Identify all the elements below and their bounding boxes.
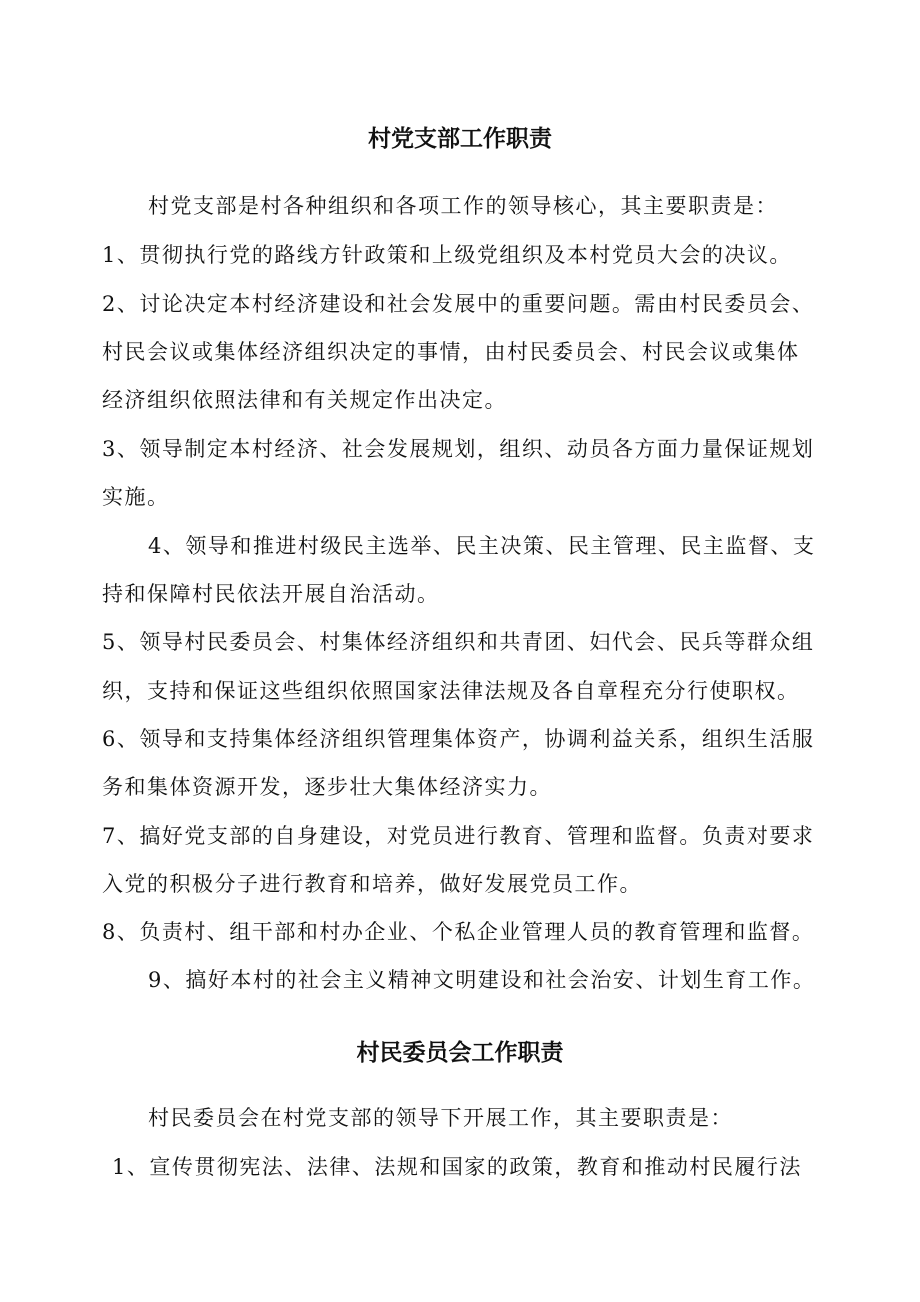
duty-line-4-cont: 持和保障村民依法开展自治活动。 <box>102 582 440 606</box>
duty-line-1: 1、贯彻执行党的路线方针政策和上级党组织及本村党员大会的决议。 <box>102 243 792 267</box>
intro-paragraph: 村党支部是村各种组织和各项工作的领导核心，其主要职责是： <box>148 194 778 218</box>
duty-line-2-cont-2: 经济组织依照法律和有关规定作出决定。 <box>102 388 507 412</box>
duty-line-7-cont: 入党的积极分子进行教育和培养，做好发展党员工作。 <box>102 872 642 896</box>
committee-intro-paragraph: 村民委员会在村党支部的领导下开展工作，其主要职责是： <box>148 1106 733 1130</box>
duty-line-5-cont: 织，支持和保证这些组织依照国家法律法规及各自章程充分行使职权。 <box>102 679 800 703</box>
duty-line-3: 3、领导制定本村经济、社会发展规划，组织、动员各方面力量保证规划 <box>102 437 815 461</box>
duty-line-5: 5、领导村民委员会、村集体经济组织和共青团、妇代会、民兵等群众组 <box>102 630 815 654</box>
duty-line-4: 4、领导和推进村级民主选举、民主决策、民主管理、民主监督、支 <box>148 534 816 558</box>
duty-line-8: 8、负责村、组干部和村办企业、个私企业管理人员的教育管理和监督。 <box>102 920 815 944</box>
duty-line-6: 6、领导和支持集体经济组织管理集体资产，协调利益关系，组织生活服 <box>102 727 815 751</box>
duty-line-6-cont: 务和集体资源开发，逐步壮大集体经济实力。 <box>102 775 552 799</box>
duty-line-2-cont-1: 村民会议或集体经济组织决定的事情，由村民委员会、村民会议或集体 <box>102 340 800 364</box>
duty-line-7: 7、搞好党支部的自身建设，对党员进行教育、管理和监督。负责对要求 <box>102 824 815 848</box>
section-title-party-branch: 村党支部工作职责 <box>368 126 552 152</box>
duty-line-3-cont: 实施。 <box>102 485 170 509</box>
section-title-villagers-committee: 村民委员会工作职责 <box>356 1040 564 1066</box>
committee-duty-line-1: 1、宣传贯彻宪法、法律、法规和国家的政策，教育和推动村民履行法 <box>112 1155 802 1179</box>
duty-line-2: 2、讨论决定本村经济建设和社会发展中的重要问题。需由村民委员会、 <box>102 292 815 316</box>
duty-line-9: 9、搞好本村的社会主义精神文明建设和社会治安、计划生育工作。 <box>148 968 816 992</box>
